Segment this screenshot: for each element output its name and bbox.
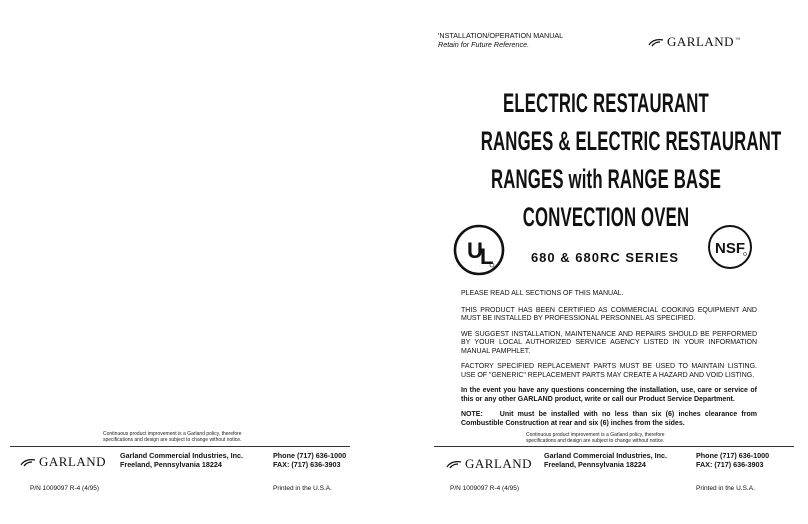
paragraph-questions: In the event you have any questions concerning the installation, use, care or service of this or any other GARLAND product, write or call our Product Service Department. (461, 387, 757, 403)
garland-logo (20, 454, 106, 470)
policy-line-2: specifications and design are subject to change without notice. (103, 437, 242, 443)
printed-in: Printed in the U.S.A. (696, 485, 755, 492)
policy-line-1: Continuous product improvement is a Garland policy, therefore (103, 431, 242, 437)
paragraph-certified: THIS PRODUCT HAS BEEN CERTIFIED AS COMMERCIAL COOKING EQUIPMENT AND MUST BE INSTALLED BY PROFESSIONAL PERSONNEL AS SPECIFIED. (461, 306, 757, 322)
contact-block (273, 451, 346, 469)
company-block (544, 451, 667, 469)
paragraph-service: WE SUGGEST INSTALLATION, MAINTENANCE AND REPAIRS SHOULD BE PERFORMED BY YOUR LOCAL AUTHORIZED SERVICE AGENCY LISTED IN YOUR INFORMATION MANUAL PAMPHLET. (461, 330, 757, 355)
svg-text:U: U (467, 238, 483, 263)
title-line-4: CONVECTION OVEN (522, 202, 690, 232)
note-label: NOTE: (461, 411, 483, 418)
company-city: Freeland, Pennsylvania 18224 (544, 460, 646, 469)
garland-swoosh-icon (20, 458, 36, 467)
note-text: Unit must be installed with no less than six (6) inches clearance from Combustible Construction at rear and six (6) inches from the sides. (461, 411, 757, 427)
printed-in: Printed in the U.S.A. (273, 485, 332, 492)
nsf-certified-icon (707, 224, 753, 270)
series-label: 680 & 680RC SERIES (530, 250, 680, 265)
note (461, 411, 757, 428)
ul-listed-icon (453, 224, 505, 276)
garland-wordmark: GARLAND (465, 456, 533, 471)
garland-wordmark: GARLAND™ (667, 34, 741, 49)
footer-rule (10, 446, 350, 447)
fax: FAX: (717) 636-3903 (696, 460, 764, 469)
policy-notice (526, 432, 706, 444)
part-number: P/N 1009097 R-4 (4/95) (450, 485, 520, 492)
svg-text:NSF: NSF (715, 240, 745, 257)
title-line-3: RANGES with RANGE BASE (490, 164, 722, 194)
garland-wordmark: GARLAND (39, 454, 107, 469)
company-city: Freeland, Pennsylvania 18224 (120, 460, 222, 469)
phone: Phone (717) 636-1000 (696, 451, 770, 460)
policy-line-2: specifications and design are subject to change without notice. (526, 438, 665, 444)
manual-header (438, 31, 563, 49)
contact-block (696, 451, 769, 469)
company-name: Garland Commercial Industries, Inc. (120, 451, 244, 460)
right-page (404, 0, 808, 524)
paragraph-read-all: PLEASE READ ALL SECTIONS OF THIS MANUAL. (461, 290, 624, 297)
trademark: ™ (735, 37, 741, 43)
garland-swoosh-icon (446, 460, 462, 469)
title-line-1: ELECTRIC RESTAURANT (503, 88, 709, 118)
footer-logo (446, 456, 532, 472)
ul-badge (453, 224, 505, 276)
header-logo (648, 34, 740, 50)
body-text (461, 290, 757, 428)
title-block (404, 84, 808, 236)
policy-notice (103, 431, 283, 443)
policy-line-1: Continuous product improvement is a Garland policy, therefore (526, 432, 665, 438)
part-number: P/N 1009097 R-4 (4/95) (30, 485, 100, 492)
company-name: Garland Commercial Industries, Inc. (544, 451, 668, 460)
phone: Phone (717) 636-1000 (273, 451, 347, 460)
manual-type: 'NSTALLATION/OPERATION MANUAL (438, 31, 564, 40)
nsf-badge (707, 224, 753, 270)
svg-text:L: L (480, 244, 494, 269)
retain-note: Retain for Future Reference. (438, 40, 530, 49)
company-block (120, 451, 243, 469)
footer-rule (434, 446, 794, 447)
fax: FAX: (717) 636-3903 (273, 460, 341, 469)
paragraph-parts: FACTORY SPECIFIED REPLACEMENT PARTS MUST BE USED TO MAINTAIN LISTING. USE OF "GENERIC" REPLACEMENT PARTS MAY CREATE A HAZARD AND VOID LISTING. (461, 363, 757, 379)
garland-swoosh-icon (648, 38, 664, 47)
title-line-2: RANGES & ELECTRIC RESTAURANT (480, 126, 782, 156)
